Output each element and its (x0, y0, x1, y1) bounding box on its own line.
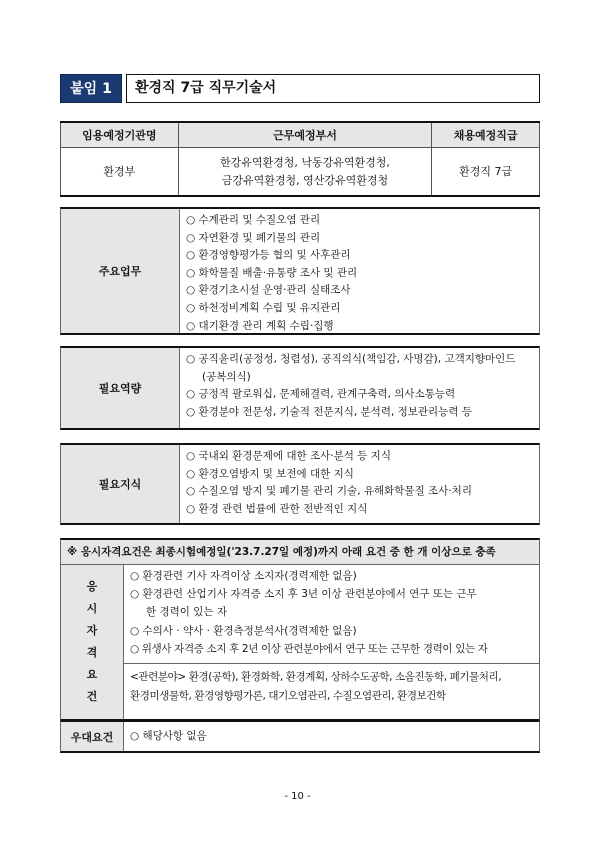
page-number: - 10 - (284, 791, 311, 802)
list-item: ○ 긍정적 팔로워십, 문제해결력, 관계구축력, 의사소통능력 (186, 388, 456, 401)
competencies-section (60, 346, 540, 430)
list-item: ○ 환경 관련 법률에 관한 전반적인 지식 (186, 502, 368, 515)
list-item: ○ 화학물질 배출·유통량 조사 및 관리 (186, 266, 358, 279)
duties-section (60, 207, 540, 335)
table-header-row (61, 122, 540, 148)
list-item: ○ 자연환경 및 폐기물의 관리 (186, 231, 321, 244)
preference-value: ○ 해당사항 없음 (130, 730, 207, 742)
list-item: ○ 수질오염 방지 및 폐기물 관리 기술, 유해화학물질 조사·처리 (186, 485, 472, 498)
requirements-label-char: 요 (86, 668, 98, 681)
list-item: ○ 환경영향평가등 협의 및 사후관리 (186, 249, 351, 262)
competencies-list (179, 348, 539, 428)
list-item: ○ 하천정비계획 수립 및 유지관리 (186, 301, 341, 314)
department-line: 한강유역환경청, 낙동강유역환경청, (220, 155, 390, 169)
requirements-label-char: 격 (86, 646, 98, 659)
column-header-agency: 임용예정기관명 (61, 122, 179, 148)
agency-cell: 환경부 (61, 148, 179, 197)
knowledge-label: 필요지식 (61, 445, 180, 523)
requirements-body (61, 565, 539, 719)
table-row (61, 148, 540, 197)
requirements-label-char: 건 (86, 690, 98, 703)
list-item: ○ 수계관리 및 수질오염 관리 (186, 214, 321, 226)
list-item: ○ 국내외 환경문제에 대한 조사·분석 등 지식 (186, 450, 391, 462)
preference-section (60, 720, 540, 753)
competencies-label: 필요역량 (61, 348, 180, 428)
preference-label: 우대요건 (61, 722, 124, 751)
list-item-continuation: 한 경력이 있는 자 (146, 606, 228, 619)
column-header-department: 근무예정부서 (178, 122, 431, 148)
requirements-label-char: 응 (86, 580, 98, 593)
duties-label: 주요업무 (61, 209, 180, 333)
list-item: ○ 환경오염방지 및 보전에 대한 지식 (186, 467, 354, 480)
list-item: ○ 환경기초시설 운영·관리 실태조사 (186, 284, 351, 297)
duties-list (179, 209, 539, 333)
list-item: ○ 대기환경 관리 계획 수립·집행 (186, 319, 334, 332)
list-item: ○ 공직윤리(공정성, 청렴성), 공직의식(책임감, 사명감), 고객지향마인드 (186, 353, 516, 365)
requirements-label (61, 565, 124, 719)
department-line: 금강유역환경청, 영산강유역환경청 (221, 173, 389, 187)
knowledge-list (179, 445, 539, 523)
related-fields (123, 662, 539, 719)
grade-cell: 환경직 7급 (432, 148, 540, 197)
attachment-badge: 붙임 1 (60, 74, 122, 103)
knowledge-section (60, 443, 540, 525)
document-title-bar (60, 74, 540, 103)
list-item: ○ 환경관련 산업기사 자격증 소지 후 3년 이상 관련분야에서 연구 또는 근무 (130, 588, 477, 601)
page-title: 환경직 7급 직무기술서 (126, 74, 540, 103)
requirements-list (123, 565, 539, 664)
requirements-section (60, 538, 540, 721)
column-header-grade: 채용예정직급 (432, 122, 540, 148)
list-item: ○ 위생사 자격증 소지 후 2년 이상 관련분야에서 연구 또는 근무한 경력이 있는 자 (130, 642, 488, 655)
list-item: ○ 환경분야 전문성, 기술적 전문지식, 분석력, 정보관리능력 등 (186, 405, 472, 418)
requirements-header: ※ 응시자격요건은 최종시험예정일('23.7.27일 예정)까지 아래 요건 중 한 개 이상으로 충족 (61, 540, 539, 565)
list-item: ○ 환경관련 기사 자격이상 소지자(경력제한 없음) (130, 570, 357, 582)
list-item: ○ 수의사 · 약사 · 환경측정분석사(경력제한 없음) (130, 624, 357, 637)
position-info-table (60, 121, 540, 197)
requirements-label-char: 자 (86, 624, 98, 637)
list-item-continuation: (공복의식) (202, 370, 251, 383)
related-fields-line: <관련분야> 환경(공학), 환경화학, 환경계획, 상하수도공학, 소음진동학, 폐기물처리, (130, 671, 502, 683)
related-fields-line: 환경미생물학, 환경영향평가론, 대기오염관리, 수질오염관리, 환경보건학 (130, 689, 446, 702)
requirements-label-char: 시 (86, 602, 98, 615)
department-cell (178, 148, 431, 197)
